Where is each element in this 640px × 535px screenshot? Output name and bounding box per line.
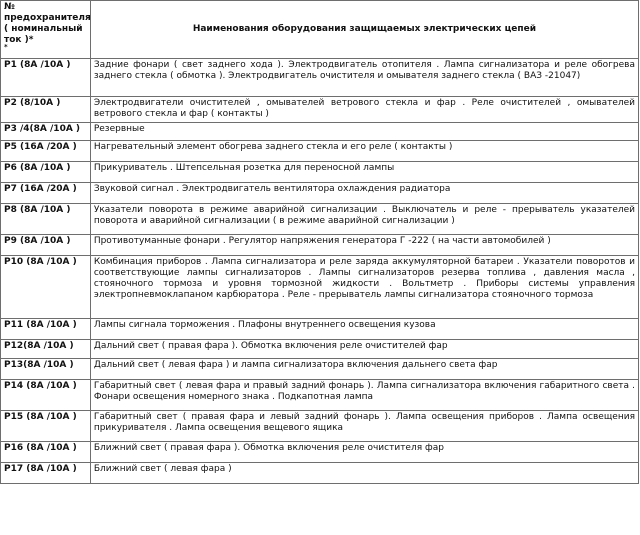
fuse-id-cell: P1 (8A /10A ) bbox=[1, 59, 91, 97]
protected-circuits-cell: Резервные bbox=[90, 123, 638, 141]
header-equipment-description: Наименования оборудования защищаемых электрических цепей bbox=[90, 1, 638, 59]
fuse-id-cell: P17 (8A /10A ) bbox=[1, 463, 91, 484]
fuse-id-cell: P3 /4(8A /10A ) bbox=[1, 123, 91, 141]
table-row bbox=[1, 359, 639, 380]
protected-circuits-cell: Лампы сигнала торможения . Плафоны внутреннего освещения кузова bbox=[90, 319, 638, 340]
protected-circuits-cell: Габаритный свет ( левая фара и правый задний фонарь ). Лампа сигнализатора включения габаритного света . Фонари освещения номерного знака . Подкапотная лампа bbox=[90, 380, 638, 411]
table-row bbox=[1, 97, 639, 123]
protected-circuits-cell: Комбинация приборов . Лампа сигнализатора и реле заряда аккумуляторной батареи . Указатели поворотов и соответствующие лампы сигнализаторов . Лампы сигнализаторов резерва топлива , давления масла , стояночного тормоза и уровня тормозной жидкости . Вольтметр . Приборы системы управления электропневмоклапаном карбюратора . Реле - прерыватель лампы сигнализатора стояночного тормоза bbox=[90, 256, 638, 319]
table-row bbox=[1, 141, 639, 162]
fuse-id-cell: P6 (8A /10A ) bbox=[1, 162, 91, 183]
header-fuse-number-line: предохранителя bbox=[4, 13, 91, 23]
fuse-id-cell: P11 (8A /10A ) bbox=[1, 319, 91, 340]
fuse-id-cell: P2 (8/10A ) bbox=[1, 97, 91, 123]
fuse-id-cell: P12(8A /10A ) bbox=[1, 340, 91, 359]
table-row bbox=[1, 162, 639, 183]
fuse-id-cell: P9 (8A /10A ) bbox=[1, 235, 91, 256]
protected-circuits-cell: Прикуриватель . Штепсельная розетка для переносной лампы bbox=[90, 162, 638, 183]
header-fuse-number-line: № bbox=[4, 2, 15, 12]
fuse-id-cell: P13(8A /10A ) bbox=[1, 359, 91, 380]
table-row bbox=[1, 235, 639, 256]
table-row bbox=[1, 256, 639, 319]
protected-circuits-cell: Габаритный свет ( правая фара и левый задний фонарь ). Лампа освещения приборов . Лампа освещения прикуривателя . Лампа освещения вещевого ящика bbox=[90, 411, 638, 442]
header-fuse-number-line: ток )* * bbox=[4, 35, 34, 51]
protected-circuits-cell: Ближний свет ( правая фара ). Обмотка включения реле очистителя фар bbox=[90, 442, 638, 463]
protected-circuits-cell: Дальний свет ( правая фара ). Обмотка включения реле очистителей фар bbox=[90, 340, 638, 359]
fuse-id-cell: P14 (8A /10A ) bbox=[1, 380, 91, 411]
table-row bbox=[1, 411, 639, 442]
protected-circuits-cell: Задние фонари ( свет заднего хода ). Электродвигатель отопителя . Лампа сигнализатора и реле обогрева заднего стекла ( обмотка ). Электродвигатель очистителя и омывателя заднего стекла ( ВАЗ -21047) bbox=[90, 59, 638, 97]
protected-circuits-cell: Электродвигатели очистителей , омывателей ветрового стекла и фар . Реле очистителей , омывателей ветрового стекла и фар ( контакты ) bbox=[90, 97, 638, 123]
fuse-id-cell: P5 (16A /20A ) bbox=[1, 141, 91, 162]
fuse-id-cell: P15 (8A /10A ) bbox=[1, 411, 91, 442]
header-fuse-number bbox=[1, 1, 91, 59]
table-header-row bbox=[1, 1, 639, 59]
protected-circuits-cell: Ближний свет ( левая фара ) bbox=[90, 463, 638, 484]
fuse-id-cell: P8 (8A /10A ) bbox=[1, 204, 91, 235]
table-row bbox=[1, 340, 639, 359]
table-row bbox=[1, 442, 639, 463]
protected-circuits-cell: Звуковой сигнал . Электродвигатель вентилятора охлаждения радиатора bbox=[90, 183, 638, 204]
table-row bbox=[1, 59, 639, 97]
protected-circuits-cell: Нагревательный элемент обогрева заднего стекла и его реле ( контакты ) bbox=[90, 141, 638, 162]
fuse-id-cell: P10 (8A /10A ) bbox=[1, 256, 91, 319]
fuse-id-cell: P16 (8A /10A ) bbox=[1, 442, 91, 463]
table-row bbox=[1, 204, 639, 235]
table-row bbox=[1, 463, 639, 484]
table-row bbox=[1, 123, 639, 141]
table-row bbox=[1, 380, 639, 411]
protected-circuits-cell: Указатели поворота в режиме аварийной сигнализации . Выключатель и реле - прерыватель указателей поворота и аварийной сигнализации ( в режиме аварийной сигнализации ) bbox=[90, 204, 638, 235]
protected-circuits-cell: Дальний свет ( левая фара ) и лампа сигнализатора включения дальнего света фар bbox=[90, 359, 638, 380]
protected-circuits-cell: Противотуманные фонари . Регулятор напряжения генератора Г -222 ( на части автомобилей ) bbox=[90, 235, 638, 256]
header-fuse-number-line: ( номинальный bbox=[4, 24, 83, 34]
table-row bbox=[1, 319, 639, 340]
table-row bbox=[1, 183, 639, 204]
fuse-id-cell: P7 (16A /20A ) bbox=[1, 183, 91, 204]
